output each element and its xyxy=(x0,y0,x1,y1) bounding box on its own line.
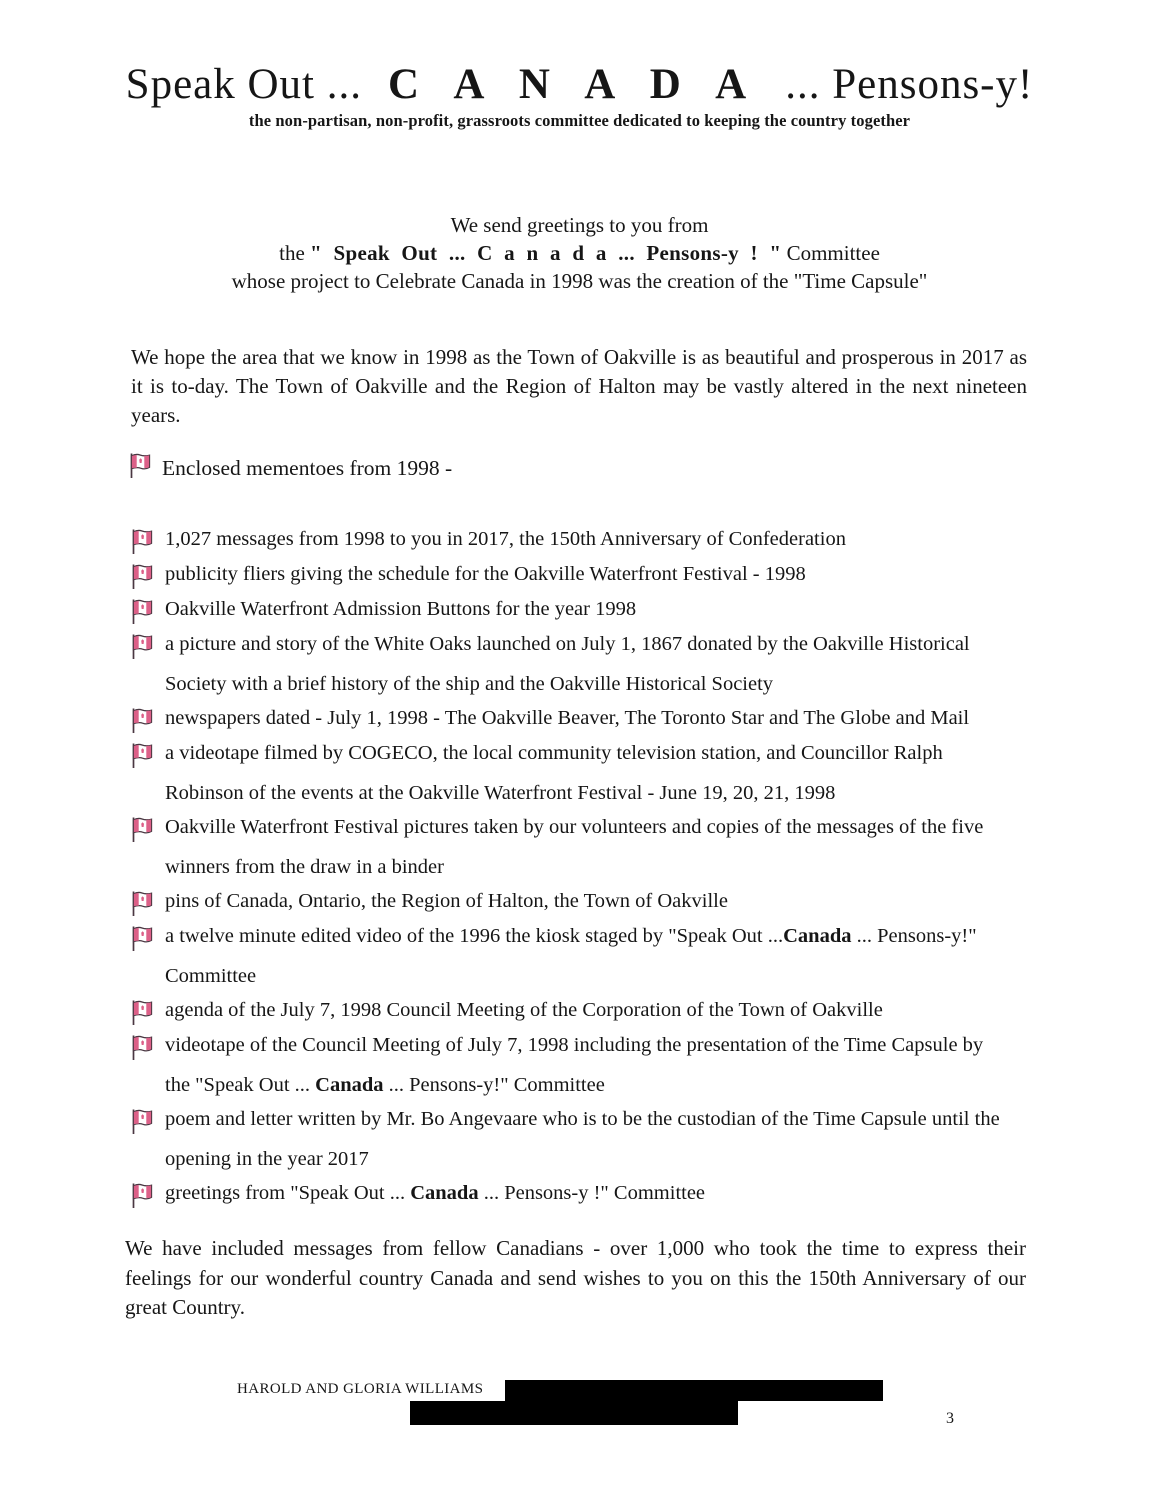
canada-flag-icon xyxy=(130,733,165,774)
canada-flag-icon xyxy=(130,916,165,957)
document-header xyxy=(0,0,1159,131)
greeting-line-1: We send greetings to you from xyxy=(450,213,709,237)
list-item-text: newspapers dated - July 1, 1998 - The Oakville Beaver, The Toronto Star and The Globe and Mail xyxy=(165,707,970,729)
canada-flag-icon xyxy=(130,1173,165,1214)
canada-flag-icon xyxy=(128,460,152,484)
list-item xyxy=(130,1173,1159,1214)
page-number: 3 xyxy=(946,1410,954,1427)
list-item-text: a videotape filmed by COGECO, the local community television station, and Councillor Ralph Robinson of the events at the Oakville Waterfront Festival - June 19, 20, 21, 1998 xyxy=(165,742,943,804)
list-item-text: greetings from "Speak Out ... Canada ... Pensons-y !" Committee xyxy=(165,1182,706,1204)
list-item-text: Oakville Waterfront Admission Buttons for the year 1998 xyxy=(165,598,637,620)
title-canada: C A N A D A xyxy=(388,61,760,108)
greeting-line-2 xyxy=(0,239,1159,267)
footer-names: HAROLD AND GLORIA WILLIAMS xyxy=(237,1381,484,1397)
redaction-bar-bottom xyxy=(410,1401,738,1425)
list-item-text: publicity fliers giving the schedule for the Oakville Waterfront Festival - 1998 xyxy=(165,563,806,585)
canada-flag-icon xyxy=(130,1025,165,1066)
list-header-flag-slot xyxy=(128,452,162,485)
redaction-bar-top xyxy=(505,1380,883,1401)
title-right: ... Pensons-y! xyxy=(785,61,1034,108)
canada-flag-icon xyxy=(130,807,165,848)
title-left: Speak Out ... xyxy=(125,61,362,108)
greeting-line-2-suffix: Committee xyxy=(781,241,880,265)
list-item xyxy=(130,1099,1159,1179)
list-item-text: Oakville Waterfront Festival pictures taken by our volunteers and copies of the messages of the five winners from the draw in a binder xyxy=(165,816,984,878)
list-item-text: a twelve minute edited video of the 1996 the kiosk staged by "Speak Out ...Canada ... Pensons-y!" Committee xyxy=(165,925,977,987)
list-header-label: Enclosed mementoes from 1998 - xyxy=(162,456,453,480)
list-item xyxy=(130,916,1159,996)
mementos-list xyxy=(130,519,1159,1214)
list-item-text: pins of Canada, Ontario, the Region of Halton, the Town of Oakville xyxy=(165,890,728,912)
greeting-block xyxy=(0,211,1159,295)
greeting-line-3: whose project to Celebrate Canada in 1998 was the creation of the "Time Capsule" xyxy=(231,269,928,293)
greeting-line-2-prefix: the xyxy=(279,241,311,265)
list-item-text: poem and letter written by Mr. Bo Angevaare who is to be the custodian of the Time Capsule until the opening in the year 2017 xyxy=(165,1108,1000,1170)
list-item-text: agenda of the July 7, 1998 Council Meeting of the Corporation of the Town of Oakville xyxy=(165,999,883,1021)
list-item-text: videotape of the Council Meeting of July 7, 1998 including the presentation of the Time Capsule by the "Speak Out ... Canada ... Pensons-y!" Committee xyxy=(165,1034,984,1096)
mementos-list-header xyxy=(128,452,1159,485)
list-item-text: 1,027 messages from 1998 to you in 2017, the 150th Anniversary of Confederation xyxy=(165,528,846,550)
intro-paragraph: We hope the area that we know in 1998 as the Town of Oakville is as beautiful and prosperous in 2017 as it is to-day. The Town of Oakville and the Region of Halton may be vastly altered in the next nineteen years. xyxy=(131,345,1027,427)
committee-tagline: the non-partisan, non-profit, grassroots committee dedicated to keeping the country together xyxy=(248,111,911,130)
list-item xyxy=(130,807,1159,887)
canada-flag-icon xyxy=(130,1099,165,1140)
canada-flag-icon xyxy=(130,624,165,665)
list-item xyxy=(130,624,1159,704)
list-item xyxy=(130,1025,1159,1105)
committee-name: " Speak Out ... C a n a d a ... Pensons-y ! " xyxy=(310,241,782,265)
list-item xyxy=(130,733,1159,813)
list-item-text: a picture and story of the White Oaks launched on July 1, 1867 donated by the Oakville Historical Society with a brief history of the ship and the Oakville Historical Society xyxy=(165,633,970,695)
closing-paragraph: We have included messages from fellow Canadians - over 1,000 who took the time to express their feelings for our wonderful country Canada and send wishes to you on this the 150th Anniversary of our great Country. xyxy=(125,1236,1026,1319)
page-title xyxy=(0,60,1159,110)
